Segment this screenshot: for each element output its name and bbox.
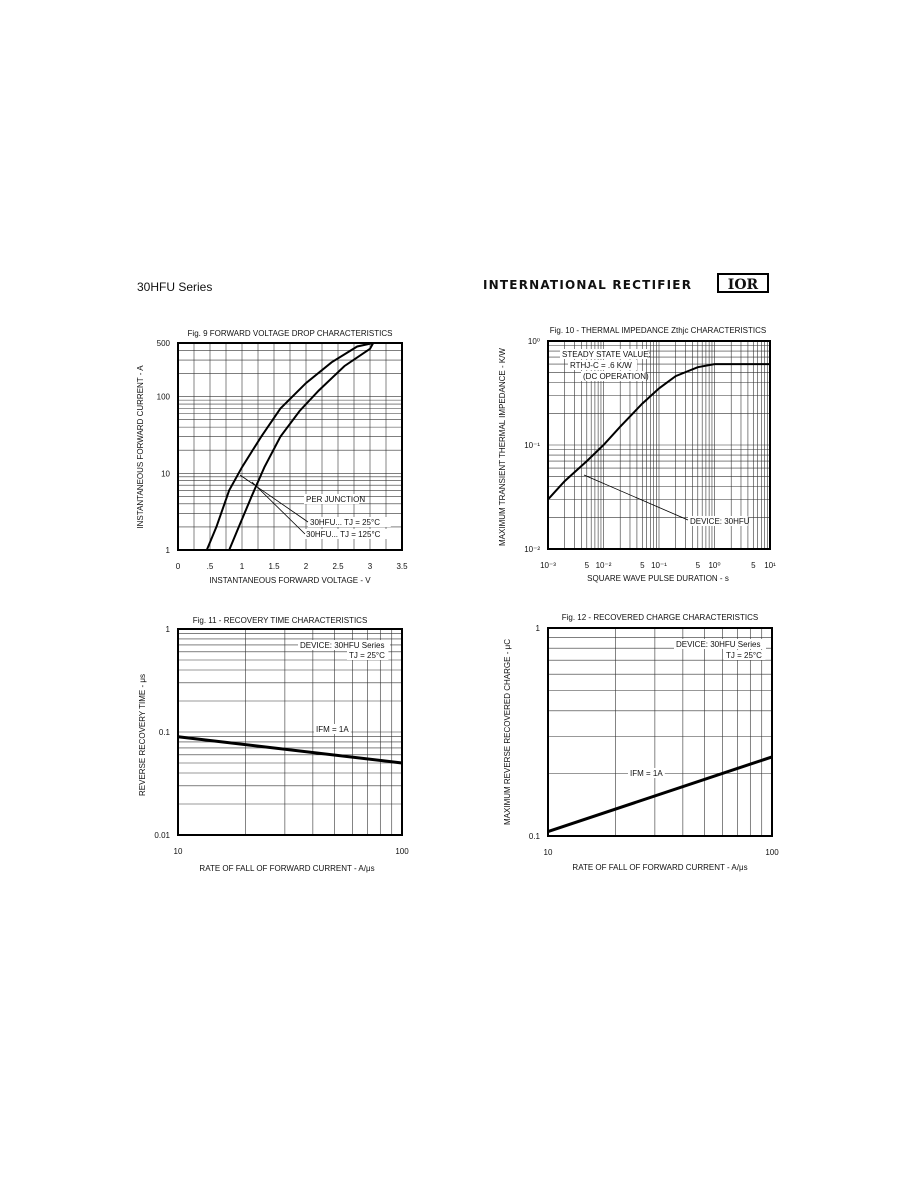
leader-line (584, 475, 688, 520)
ir-logo: IOR (717, 273, 769, 293)
x-tick-label: 100 (395, 847, 409, 856)
y-tick-label: 10⁰ (527, 337, 540, 346)
chart-title: Fig. 10 - THERMAL IMPEDANCE Zthjc CHARACTERISTICS (549, 326, 767, 335)
x-axis-label: RATE OF FALL OF FORWARD CURRENT - A/μs (199, 864, 375, 873)
x-tick-label: 10⁻² (595, 561, 612, 570)
x-tick-label: 0 (175, 562, 181, 571)
x-tick-label: 100 (765, 848, 779, 857)
x-axis-label: INSTANTANEOUS FORWARD VOLTAGE - V (209, 576, 371, 585)
chart-fig12 (503, 613, 779, 872)
company-name: INTERNATIONAL RECTIFIER (483, 278, 693, 292)
y-axis-label: MAXIMUM TRANSIENT THERMAL IMPEDANCE - K/W (498, 348, 507, 546)
annotation: DEVICE: 30HFU Series (676, 640, 761, 649)
x-tick-label: 10 (543, 848, 553, 857)
y-tick-label: 10⁻¹ (524, 441, 540, 450)
annotation: 30HFU... TJ = 125°C (306, 530, 381, 539)
y-tick-label: 1 (165, 546, 170, 555)
x-axis-label: RATE OF FALL OF FORWARD CURRENT - A/μs (572, 863, 748, 872)
y-axis-label: MAXIMUM REVERSE RECOVERED CHARGE - μC (503, 639, 512, 825)
chart-fig9 (136, 329, 408, 585)
y-tick-label: 500 (156, 339, 170, 348)
series-label: 30HFU Series (137, 280, 213, 294)
series-line-1 (178, 737, 402, 763)
annotation: (DC OPERATION) (583, 372, 649, 381)
x-tick-label: 3.5 (396, 562, 408, 571)
x-tick-label: 5 (584, 561, 590, 570)
x-tick-label: 10 (173, 847, 183, 856)
annotation: IFM = 1A (630, 769, 663, 778)
y-tick-label: 1 (165, 625, 170, 634)
chart-title: Fig. 9 FORWARD VOLTAGE DROP CHARACTERISTICS (187, 329, 393, 338)
x-tick-label: 1 (239, 562, 245, 571)
x-tick-label: 10⁻¹ (651, 561, 667, 570)
annotation: STEADY STATE VALUE: (562, 350, 651, 359)
chart-fig11 (138, 616, 409, 873)
x-tick-label: .5 (206, 562, 214, 571)
x-tick-label: 10⁰ (708, 561, 721, 570)
y-tick-label: 1 (535, 624, 540, 633)
annotation: IFM = 1A (316, 725, 349, 734)
y-tick-label: 10⁻² (524, 545, 540, 554)
y-axis-label: INSTANTANEOUS FORWARD CURRENT - A (136, 365, 145, 529)
chart-fig10 (498, 326, 776, 583)
x-tick-label: 2.5 (332, 562, 344, 571)
annotation: TJ = 25°C (349, 651, 385, 660)
x-tick-label: 10⁻³ (540, 561, 556, 570)
annotation: DEVICE: 30HFU (690, 517, 750, 526)
y-tick-label: 100 (156, 392, 170, 402)
x-tick-label: 10¹ (764, 561, 776, 570)
x-tick-label: 1.5 (268, 562, 280, 571)
y-tick-label: 10 (161, 469, 170, 479)
x-axis-label: SQUARE WAVE PULSE DURATION - s (587, 574, 729, 583)
chart-title: Fig. 12 - RECOVERED CHARGE CHARACTERISTICS (561, 613, 759, 622)
y-tick-label: 0.1 (528, 832, 540, 841)
annotation: DEVICE: 30HFU Series (300, 641, 385, 650)
annotation: 30HFU... TJ = 25°C (310, 518, 380, 527)
annotation: RTHJ-C = .6 K/W (570, 361, 632, 370)
x-tick-label: 2 (303, 562, 309, 571)
x-tick-label: 5 (640, 561, 645, 570)
x-tick-label: 5 (751, 561, 756, 570)
annotation: PER JUNCTION (306, 495, 366, 504)
x-tick-label: 3 (367, 562, 373, 571)
annotation: TJ = 25°C (726, 651, 762, 660)
chart-title: Fig. 11 - RECOVERY TIME CHARACTERISTICS (192, 616, 368, 625)
x-tick-label: 5 (695, 561, 701, 570)
y-tick-label: 0.01 (154, 831, 170, 840)
y-tick-label: 0.1 (158, 728, 170, 737)
leader-line (252, 482, 305, 534)
y-axis-label: REVERSE RECOVERY TIME - μs (138, 674, 147, 796)
